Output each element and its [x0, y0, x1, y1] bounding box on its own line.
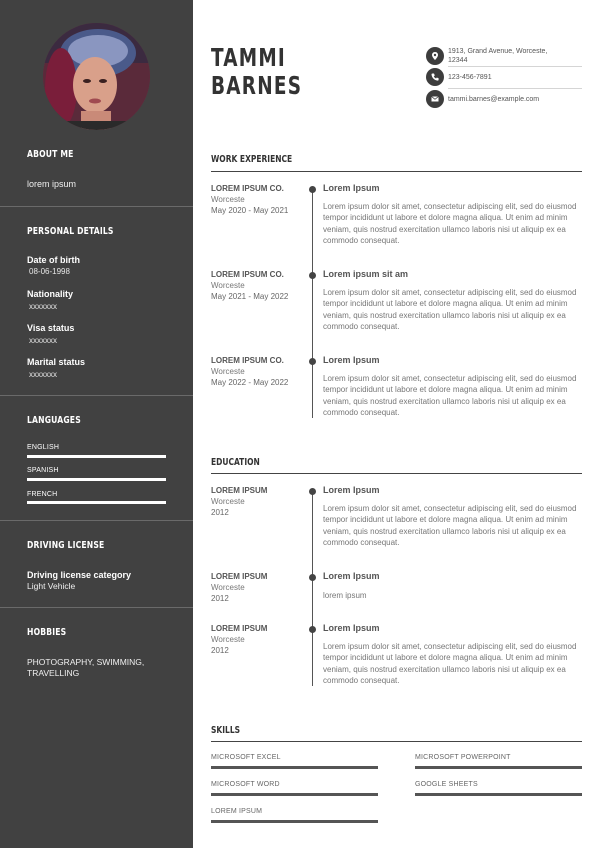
work-place: Worceste: [211, 195, 245, 204]
driving-license-heading: DRIVING LICENSE: [27, 540, 105, 551]
phone-number: 123-456-7891: [448, 74, 492, 81]
email-icon: [426, 90, 444, 108]
language-level-bar: [27, 501, 166, 504]
dob-label: Date of birth: [27, 255, 80, 265]
marital-label: Marital status: [27, 357, 86, 367]
work-company: LOREM IPSUM CO.: [211, 356, 284, 365]
timeline-dot: [309, 272, 316, 279]
education-year: 2012: [211, 646, 229, 655]
education-school: LOREM IPSUM: [211, 486, 268, 495]
profile-photo: [43, 23, 150, 130]
personal-details-heading: PERSONAL DETAILS: [27, 226, 114, 237]
location-pin-icon: [426, 47, 444, 65]
skill-level-bar: [415, 793, 582, 796]
skill-level-bar: [211, 766, 378, 769]
portrait-photo-icon: [43, 23, 150, 130]
education-heading: EDUCATION: [211, 457, 260, 468]
timeline-dot: [309, 488, 316, 495]
education-place: Worceste: [211, 583, 245, 592]
divider: [0, 520, 193, 521]
education-place: Worceste: [211, 635, 245, 644]
phone-icon: [426, 68, 444, 86]
about-text: lorem ipsum: [27, 179, 77, 189]
work-description: Lorem ipsum dolor sit amet, consectetur adipiscing elit, sed do eiusmod tempor incididunt ut labore et dolore magna aliqua. Ut enim ad minim veniam, quis nostrud exercitation ullamco laboris nisi ut aliquip ex ea commodo consequat.: [323, 374, 577, 418]
hobbies-line-2: TRAVELLING: [27, 668, 80, 678]
skill-name: LOREM IPSUM: [211, 808, 263, 815]
education-title: Lorem Ipsum: [323, 623, 380, 633]
education-title: Lorem Ipsum: [323, 485, 380, 495]
divider: [0, 395, 193, 396]
work-place: Worceste: [211, 367, 245, 376]
skill-name: GOOGLE SHEETS: [415, 781, 478, 788]
work-title: Lorem Ipsum: [323, 183, 380, 193]
work-company: LOREM IPSUM CO.: [211, 270, 284, 279]
languages-heading: LANGUAGES: [27, 415, 81, 426]
education-description: Lorem ipsum dolor sit amet, consectetur adipiscing elit, sed do eiusmod tempor incididunt ut labore et dolore magna aliqua. Ut enim ad minim veniam, quis nostrud exercitation ullamco laboris nisi ut aliquip ex ea commodo consequat.: [323, 642, 577, 686]
email-address: tammi.barnes@example.com: [448, 96, 540, 103]
timeline-line: [312, 490, 313, 686]
section-rule: [211, 473, 582, 474]
section-rule: [211, 171, 582, 172]
skill-name: MICROSOFT POWERPOINT: [415, 754, 511, 761]
nationality-label: Nationality: [27, 289, 74, 299]
driving-license-value: Light Vehicle: [27, 581, 76, 591]
marital-value: xxxxxxx: [29, 370, 57, 379]
divider: [0, 607, 193, 608]
work-description: Lorem ipsum dolor sit amet, consectetur adipiscing elit, sed do eiusmod tempor incididunt ut labore et dolore magna aliqua. Ut enim ad minim veniam, quis nostrud exercitation ullamco laboris nisi ut aliquip ex ea commodo consequat.: [323, 288, 577, 332]
timeline-line: [312, 188, 313, 418]
address-line-2: 12344: [448, 57, 468, 64]
education-description: lorem ipsum: [323, 591, 367, 600]
work-title: Lorem Ipsum: [323, 355, 380, 365]
education-school: LOREM IPSUM: [211, 572, 268, 581]
divider: [0, 206, 193, 207]
language-french: FRENCH: [27, 491, 58, 498]
skill-name: MICROSOFT WORD: [211, 781, 280, 788]
skill-level-bar: [415, 766, 582, 769]
language-level-bar: [27, 455, 166, 458]
timeline-dot: [309, 626, 316, 633]
timeline-dot: [309, 186, 316, 193]
language-english: ENGLISH: [27, 444, 60, 451]
contact-divider: [448, 66, 582, 67]
education-place: Worceste: [211, 497, 245, 506]
about-heading: ABOUT ME: [27, 149, 74, 160]
education-year: 2012: [211, 594, 229, 603]
skill-level-bar: [211, 820, 378, 823]
education-title: Lorem Ipsum: [323, 571, 380, 581]
visa-label: Visa status: [27, 323, 75, 333]
nationality-value: xxxxxxx: [29, 302, 57, 311]
education-year: 2012: [211, 508, 229, 517]
section-rule: [211, 741, 582, 742]
contact-divider: [448, 88, 582, 89]
address-line-1: 1913, Grand Avenue, Worceste,: [448, 48, 548, 55]
first-name: TAMMI: [211, 43, 286, 72]
language-level-bar: [27, 478, 166, 481]
work-company: LOREM IPSUM CO.: [211, 184, 284, 193]
work-dates: May 2022 - May 2022: [211, 378, 289, 387]
visa-value: xxxxxxx: [29, 336, 57, 345]
work-experience-heading: WORK EXPERIENCE: [211, 154, 293, 165]
education-description: Lorem ipsum dolor sit amet, consectetur adipiscing elit, sed do eiusmod tempor incididunt ut labore et dolore magna aliqua. Ut enim ad minim veniam, quis nostrud exercitation ullamco laboris nisi ut aliquip ex ea commodo consequat.: [323, 504, 577, 548]
work-title: Lorem ipsum sit am: [323, 269, 409, 279]
skill-level-bar: [211, 793, 378, 796]
education-school: LOREM IPSUM: [211, 624, 268, 633]
language-spanish: SPANISH: [27, 467, 59, 474]
work-place: Worceste: [211, 281, 245, 290]
timeline-dot: [309, 358, 316, 365]
skills-heading: SKILLS: [211, 725, 241, 736]
driving-license-label: Driving license category: [27, 570, 132, 580]
hobbies-line-1: PHOTOGRAPHY, SWIMMING,: [27, 657, 145, 667]
work-dates: May 2021 - May 2022: [211, 292, 289, 301]
timeline-dot: [309, 574, 316, 581]
sidebar: [0, 0, 193, 848]
work-description: Lorem ipsum dolor sit amet, consectetur adipiscing elit, sed do eiusmod tempor incididunt ut labore et dolore magna aliqua. Ut enim ad minim veniam, quis nostrud exercitation ullamco laboris nisi ut aliquip ex ea commodo consequat.: [323, 202, 577, 246]
work-dates: May 2020 - May 2021: [211, 206, 289, 215]
last-name: BARNES: [211, 71, 303, 100]
skill-name: MICROSOFT EXCEL: [211, 754, 281, 761]
hobbies-heading: HOBBIES: [27, 627, 67, 638]
dob-value: 08-06-1998: [29, 267, 70, 276]
